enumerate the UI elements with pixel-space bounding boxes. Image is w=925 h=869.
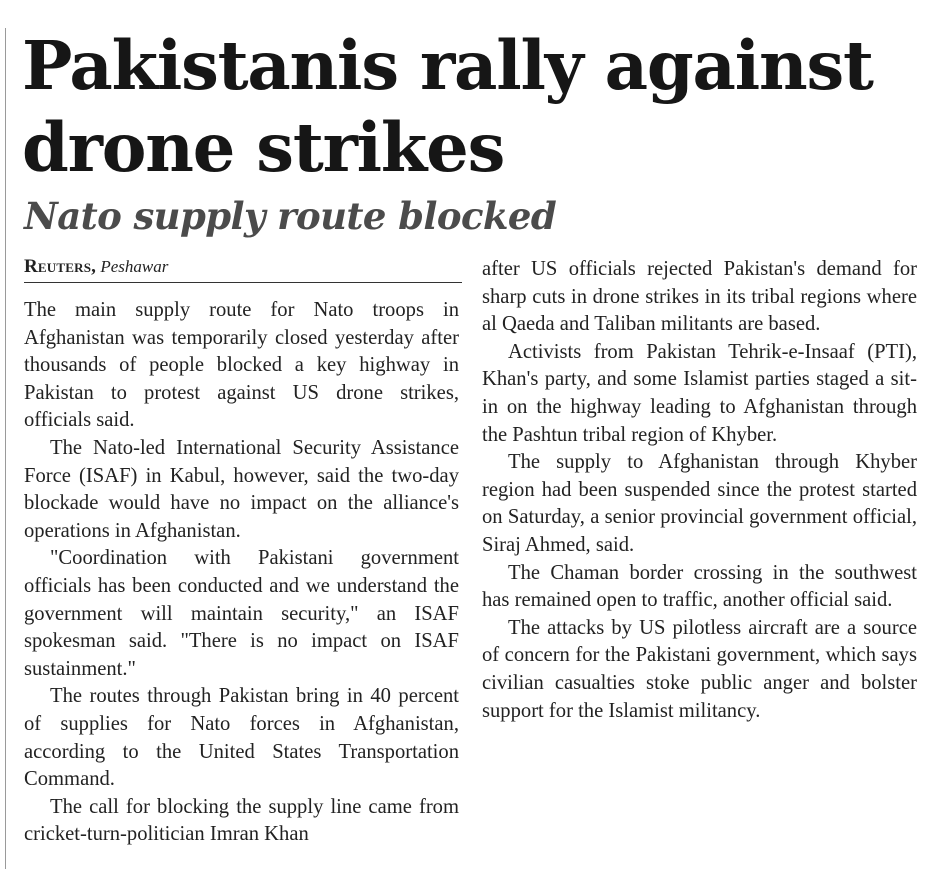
byline-location: Peshawar bbox=[100, 257, 169, 276]
article-column-right bbox=[482, 256, 917, 725]
byline-agency: Reuters, bbox=[24, 256, 97, 277]
column-rule bbox=[5, 28, 6, 869]
paragraph: Activists from Pakistan Tehrik-e-Insaaf (PTI), Khan's party, and some Islamist parties staged a sit-in on the highway leading to Afghanistan through the Pashtun tribal region of Khyber. bbox=[482, 340, 917, 446]
paragraph: The supply to Afghanistan through Khyber region had been suspended since the protest started on Saturday, a senior provincial government official, Siraj Ahmed, said. bbox=[482, 451, 917, 556]
byline bbox=[24, 256, 462, 283]
paragraph: The call for blocking the supply line came from cricket-turn-politician Imran Khan bbox=[24, 795, 459, 846]
subheadline: Nato supply route blocked bbox=[24, 194, 557, 238]
paragraph: The main supply route for Nato troops in Afghanistan was temporarily closed yesterday after thousands of people blocked a key highway in Pakistan to protest against US drone strikes, officials said. bbox=[24, 299, 459, 432]
article-column-left bbox=[24, 256, 459, 849]
headline: Pakistanis rally against drone strikes bbox=[22, 26, 873, 187]
paragraph: after US officials rejected Pakistan's demand for sharp cuts in drone strikes in its tribal regions where al Qaeda and Taliban militants are based. bbox=[482, 258, 917, 336]
paragraph: The attacks by US pilotless aircraft are a source of concern for the Pakistani government, which says civilian casualties stoke public anger and bolster support for the Islamist militancy. bbox=[482, 616, 917, 722]
paragraph: The Chaman border crossing in the southwest has remained open to traffic, another official said. bbox=[482, 561, 917, 612]
paragraph: The Nato-led International Security Assistance Force (ISAF) in Kabul, however, said the two-day blockade would have no impact on the alliance's operations in Afghanistan. bbox=[24, 436, 459, 542]
paragraph: "Coordination with Pakistani government officials has been conducted and we understand the government will maintain security," an ISAF spokesman said. "There is no impact on ISAF sustainment." bbox=[24, 547, 459, 680]
paragraph: The routes through Pakistan bring in 40 percent of supplies for Nato forces in Afghanistan, according to the United States Transportation Command. bbox=[24, 685, 459, 791]
